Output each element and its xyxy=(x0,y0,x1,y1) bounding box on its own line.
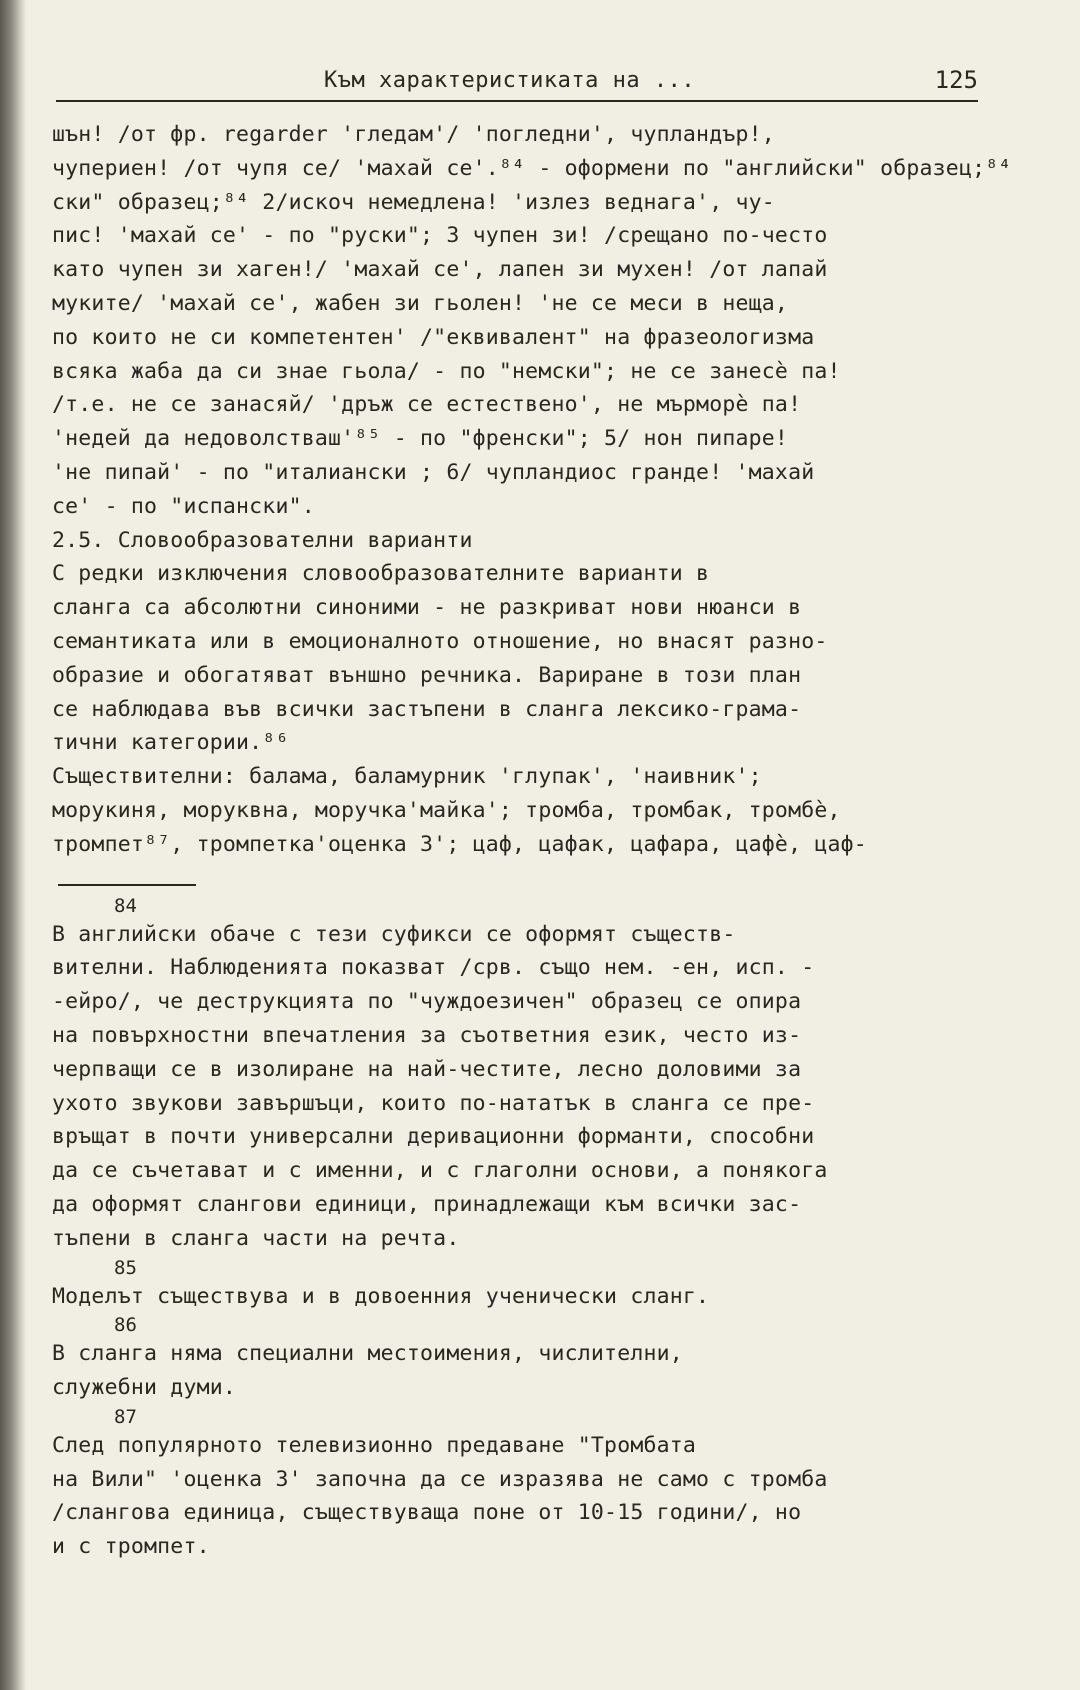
text-line: семантиката или в емоционалното отношение, но внасят разно- xyxy=(52,628,828,654)
text-line: С редки изключения словообразователните варианти в xyxy=(52,561,710,587)
footnote-line: да се съчетават и с именни, и с глаголни основи, а понякога xyxy=(52,1158,828,1184)
page-number: 125 xyxy=(934,66,978,94)
text-line: всяка жаба да си знае гьола/ - по "немски"; не се занесѐ па! xyxy=(52,358,841,384)
text-line: се' - по "испански". xyxy=(52,493,315,519)
text-line: като чупен зи хаген!/ 'махай се', лапен зи мухен! /от лапай xyxy=(52,257,828,283)
footnote-line: В английски обаче с тези суфикси се оформят съществ- xyxy=(52,921,736,947)
text-line: ски" образец;⁸⁴ 2/искоч немедлена! 'излез веднага', чу- xyxy=(52,189,775,215)
footnote-number: 84 xyxy=(114,894,137,917)
footnote-line: вителни. Наблюденията показват /срв. също нем. -ен, исп. - xyxy=(52,955,815,981)
text-line: 'недей да недоволстваш'⁸⁵ - по "френски"; 5/ нон пипаре! xyxy=(52,426,789,452)
footnote-line: да оформят слангови единици, принадлежащи към всички зас- xyxy=(52,1191,802,1217)
footnote-number: 86 xyxy=(114,1314,137,1337)
footnote-line: на повърхностни впечатления за съответния език, често из- xyxy=(52,1022,802,1048)
footnote-line: След популярното телевизионно предаване "Тромбата xyxy=(52,1432,697,1458)
footnote-number: 87 xyxy=(114,1405,137,1428)
text-line: /т.е. не се занасяй/ 'дръж се естествено', не мърморѐ па! xyxy=(52,392,802,418)
text-line: 'не пипай' - по "италиански ; 6/ чупландиос гранде! 'махай xyxy=(52,459,815,485)
footnote-line: тъпени в сланга части на речта. xyxy=(52,1225,460,1251)
footnote-number: 85 xyxy=(114,1256,137,1279)
text-line: пис! 'махай се' - по "руски"; 3 чупен зи! /срещано по-често xyxy=(52,223,828,249)
text-line: морукиня, моруквна, моручка'майка'; тромба, тромбак, тромбѐ, xyxy=(52,797,841,823)
page-header xyxy=(56,62,978,102)
text-line: се наблюдава във всички застъпени в сланга лексико-грама- xyxy=(52,696,802,722)
footnote-line: /слангова единица, съществуваща поне от 10-15 години/, но xyxy=(52,1500,802,1526)
text-line: образие и обогатяват външно речника. Вариране в този план xyxy=(52,662,802,688)
text-line: тични категории.⁸⁶ xyxy=(52,730,289,756)
text-line: чупериен! /от чупя се/ 'махай се'.⁸⁴ - оформени по "английски" образец;⁸⁴ xyxy=(52,155,1012,181)
text-line: шън! /от фр. regarder 'гледам'/ 'погледни', чупландър!, xyxy=(52,122,775,147)
document-page xyxy=(52,62,1012,1564)
running-title: Към характеристиката на ... xyxy=(324,68,696,93)
footnote-line: връщат в почти универсални деривационни форманти, способни xyxy=(52,1124,815,1150)
footnote-line: ухото звукови завършъци, които по-нататък в сланга се пре- xyxy=(52,1090,815,1116)
footnotes xyxy=(52,894,982,1565)
footnote-line: черпващи се в изолиране на най-честите, лесно доловими за xyxy=(52,1056,802,1082)
text-line: тромпет⁸⁷, тромпетка'оценка 3'; цаф, цафак, цафара, цафѐ, цаф- xyxy=(52,831,867,857)
footnote-line: -ейро/, че деструкцията по "чуждоезичен" образец се опира xyxy=(52,989,802,1015)
book-spine-shadow xyxy=(0,0,26,1690)
footnote-line: В сланга няма специални местоимения, числителни, xyxy=(52,1341,683,1367)
text-line: по които не си компетентен' /"еквивалент" на фразеологизма xyxy=(52,324,815,350)
footnote-separator xyxy=(58,884,196,886)
section-heading: 2.5. Словообразователни варианти xyxy=(52,527,473,553)
footnote-line: на Вили" 'оценка 3' започна да се изразява не само с тромба xyxy=(52,1466,828,1492)
text-line: Съществителни: балама, баламурник 'глупак', 'наивник'; xyxy=(52,764,762,790)
footnote-line: и с тромпет. xyxy=(52,1534,210,1560)
text-line: сланга са абсолютни синоними - не разкриват нови нюанси в xyxy=(52,595,802,621)
footnote-line: Моделът съществува и в довоенния ученически сланг. xyxy=(52,1283,710,1309)
text-line: муките/ 'махай се', жабен зи гьолен! 'не се меси в неща, xyxy=(52,290,789,316)
footnote-line: служебни думи. xyxy=(52,1375,237,1401)
main-text xyxy=(52,118,1012,862)
